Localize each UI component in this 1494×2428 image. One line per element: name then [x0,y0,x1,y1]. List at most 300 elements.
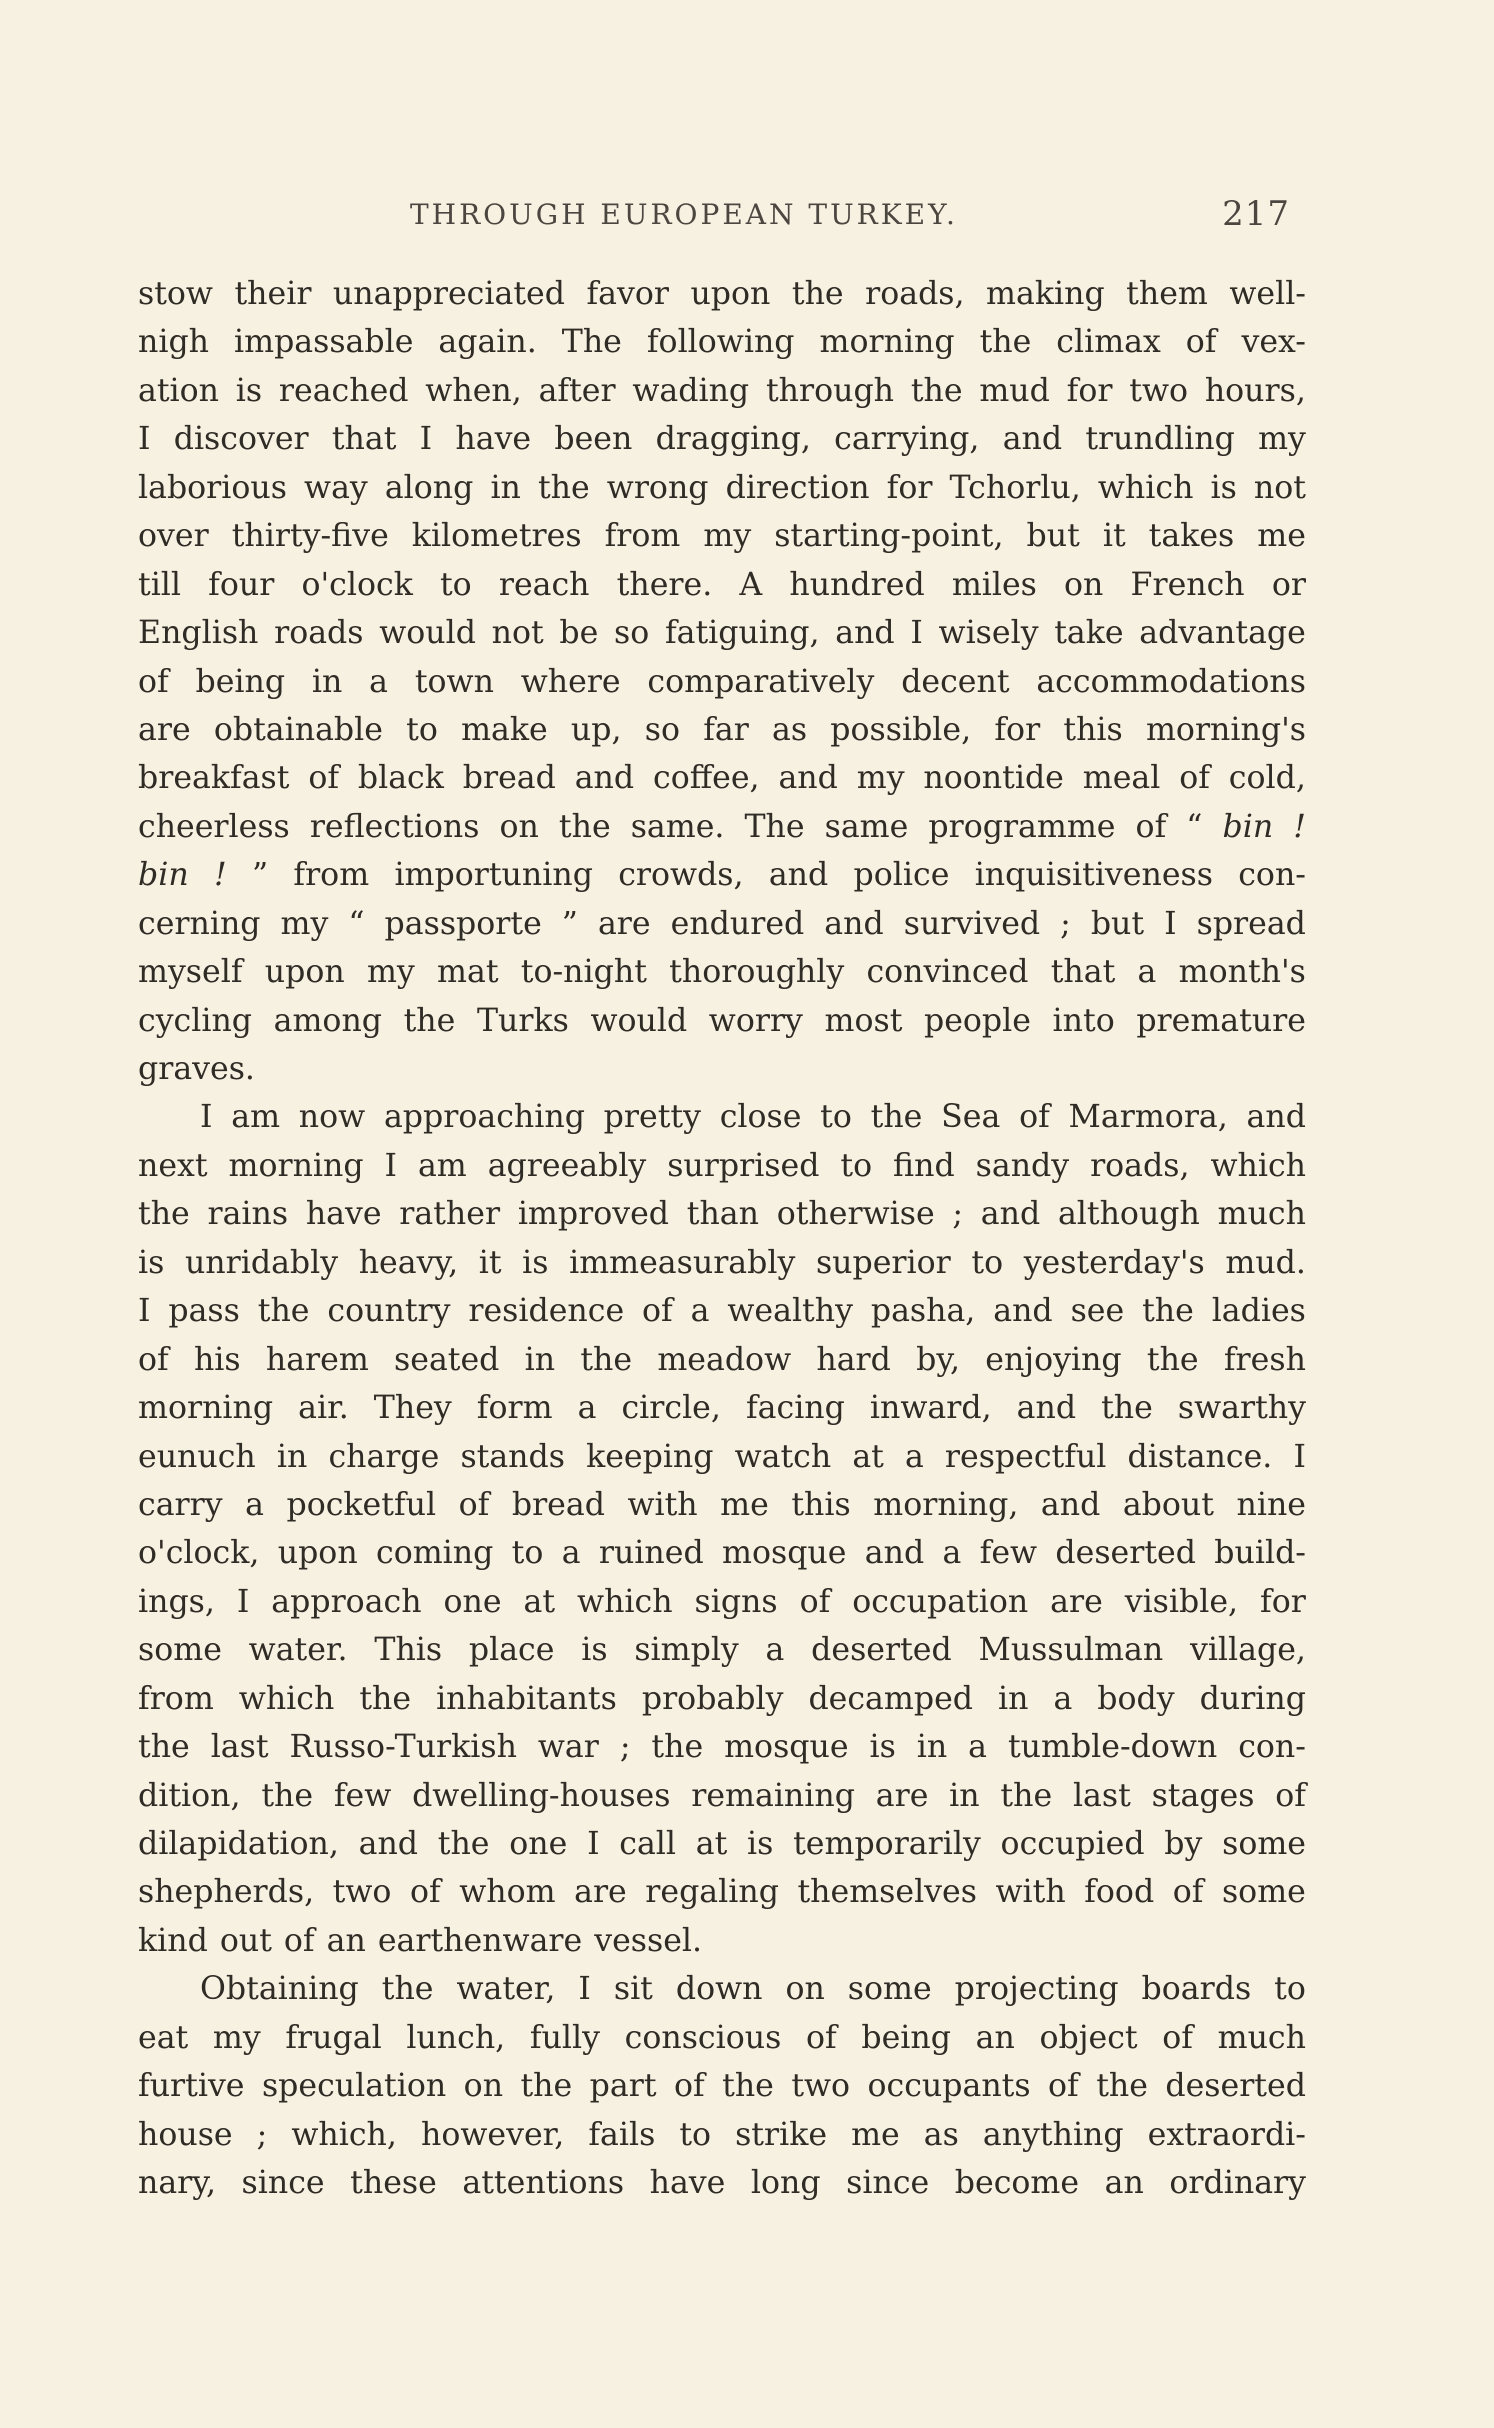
word: extraordi- [1147,2116,1306,2153]
word: ” [561,905,578,942]
word: till [138,566,182,603]
word: and [835,615,895,652]
word: their [234,276,312,312]
word: eat [138,2019,189,2056]
word: that [331,421,397,458]
word: enjoying [985,1341,1122,1378]
word: discover [173,421,309,458]
word: by, [916,1341,961,1378]
word: but [1090,905,1145,942]
word: Russo-Turkish [289,1729,517,1766]
word: the [359,1680,412,1717]
word: which [577,1583,673,1620]
word: me [720,1486,769,1523]
word: I [236,1583,250,1620]
word: to-night [520,954,647,991]
text-line [138,2159,1306,2207]
word: country [327,1293,451,1330]
word: ! [213,857,227,894]
text-line [138,1384,1306,1432]
word: kilometres [411,518,582,555]
text-line [138,415,1306,463]
word: I [910,615,923,652]
word: where [520,663,621,700]
word: way [304,469,368,506]
word: police [853,857,950,894]
word: house [138,2116,233,2153]
word: cerning [138,905,261,942]
word: these [350,2165,437,2202]
word: about [1122,1486,1214,1523]
text-line [138,1723,1306,1771]
word: much [1217,1196,1306,1233]
word: climax [1056,324,1161,361]
word: hundred [789,566,925,603]
word: as [772,711,808,748]
text-line [138,658,1306,706]
word: the [558,808,611,845]
word: frugal [285,2019,382,2056]
word: have [649,2165,726,2202]
word: so [614,615,650,652]
word: in [916,1729,948,1766]
word: to [1274,1971,1306,2008]
word: is [522,1244,549,1281]
word: a [369,663,389,700]
word: this [791,1486,851,1523]
word: since [241,2165,325,2202]
text-line [138,1287,1306,1335]
word: in [524,1341,556,1378]
word: fatiguing, [664,615,820,652]
word: anything [982,2116,1124,2153]
word: pass [168,1293,240,1330]
word: heavy, [358,1244,459,1281]
word: the [580,1341,633,1378]
text-line [138,948,1306,996]
word: are [875,1777,929,1814]
word: attentions [462,2165,625,2202]
word: starting-point, [774,518,1004,555]
word: is [138,1244,165,1281]
word: approaching [383,1099,585,1136]
word: and [574,760,635,797]
word: bread [511,1486,605,1523]
running-title: THROUGH EUROPEAN TURKEY. [410,198,958,231]
word: two [791,2068,851,2105]
word: making [986,276,1105,312]
word: They [373,1390,452,1427]
word: when, [425,372,522,409]
word: body [1097,1680,1175,1717]
word: and [1016,1390,1077,1427]
word: ation [138,372,220,409]
word: of [1162,2019,1193,2056]
word: on [463,2068,504,2105]
word: object [1039,2019,1138,2056]
word: from [293,857,370,894]
word: occupied [1000,1826,1145,1862]
word: comparatively [647,663,875,700]
word: conscious [624,2019,782,2056]
page-number: 217 [1222,194,1290,234]
word: and [1040,1486,1101,1523]
word: obtainable [213,711,383,748]
word: food [1084,1874,1155,1911]
text-line [138,900,1306,948]
word: takes [1148,518,1235,555]
word: and [993,1293,1053,1330]
word: same [824,808,909,845]
word: of [1275,1777,1306,1814]
word: wading [632,372,750,409]
word: the [910,372,963,409]
word: carrying, [834,421,980,458]
word: call [619,1826,677,1862]
word: of [1172,1874,1204,1911]
word: being [861,2019,951,2056]
word: the [1101,1390,1153,1427]
word: probably [641,1680,784,1717]
word: at [523,1583,556,1620]
word: next [138,1147,208,1184]
word: so [644,711,680,748]
word: nine [1236,1486,1306,1523]
word: vex- [1241,324,1306,361]
word: four [208,566,275,603]
word: some [138,1632,222,1669]
word: from [604,518,681,555]
word: are [597,905,651,942]
word: place [468,1632,555,1669]
word: would [379,615,476,652]
word: of [458,1486,490,1523]
word: wrong [606,469,709,506]
text-line [138,1868,1306,1916]
word: me [1257,518,1306,555]
running-head [410,194,1290,242]
text-line [138,2062,1306,2110]
word: visible, [1124,1583,1239,1620]
word: roads, [1090,1147,1190,1184]
word: occupants [867,2068,1031,2105]
word: morning, [873,1486,1019,1523]
word: see [1070,1293,1125,1330]
word: furtive [138,2068,245,2105]
word: morning [228,1147,364,1184]
word: in [949,1777,980,1814]
word: pocketful [286,1486,437,1523]
word: some [847,1971,932,2008]
word: dragging, [655,421,811,458]
word: my [212,2019,261,2056]
word: I [419,421,433,458]
word: nary, [138,2165,216,2202]
word: favor [586,276,669,312]
word: direction [725,469,870,506]
text-line [138,851,1306,899]
word: water, [456,1971,556,2008]
word: surprised [667,1147,820,1184]
word: air. [298,1390,349,1427]
word: of [283,1922,315,1959]
word: last [210,1729,269,1766]
word: morning's [1145,711,1306,748]
word: graves. [138,1051,255,1087]
word: Mussulman [978,1632,1164,1669]
word: than [686,1196,759,1233]
word: mosque [722,1535,847,1572]
text-line [138,318,1306,366]
word: con- [1238,857,1306,894]
word: The [561,324,622,361]
word: is [747,1826,774,1862]
word: the [791,276,844,312]
word: the [138,1196,190,1233]
word: now [298,1099,366,1136]
word: in [490,469,521,506]
word: with [995,1874,1066,1911]
word: a [561,1535,581,1572]
word: for [1066,372,1113,409]
word: convinced [866,954,1029,991]
text-line [138,1093,1306,1141]
word: signs [694,1583,778,1620]
word: I [587,1826,600,1862]
word: kind [138,1922,208,1959]
word: mud [979,372,1050,409]
text-line [138,1626,1306,1674]
text-line [138,803,1306,851]
word: inward, [869,1390,992,1427]
word: the [651,1729,704,1766]
word: boards [1141,1971,1252,2008]
word: to [971,1244,1004,1281]
word: a [765,1632,785,1669]
word: hard [816,1341,891,1378]
word: remaining [691,1777,855,1814]
word: Tchorlu, [949,469,1081,506]
word: a [1137,954,1157,991]
word: earthenware [377,1922,583,1959]
word: deserted [1055,1535,1196,1572]
word: ” [251,857,269,894]
word: swarthy [1177,1390,1306,1427]
text-line [138,270,1306,318]
word: morning [138,1390,274,1427]
word: improved [517,1196,670,1233]
word: regaling [645,1874,779,1911]
word: stands [460,1438,565,1475]
word: I [384,1147,398,1184]
word: his [193,1341,241,1378]
word: o'clock [301,566,413,603]
word: which [1210,1147,1306,1184]
word: them [1126,276,1208,312]
word: decamped [808,1680,973,1717]
text-line [138,367,1306,415]
word: bin [1222,808,1274,845]
word: Turks [476,1002,569,1039]
word: to [679,2116,712,2153]
word: war [537,1729,599,1766]
word: long [750,2165,821,2202]
word: endured [670,905,805,942]
word: at [852,1438,884,1475]
word: thoroughly [669,954,845,991]
word: is [1210,469,1237,506]
word: have [305,1196,382,1233]
word: fully [529,2019,600,2056]
word: deserted [1165,2068,1306,2105]
word: deserted [811,1632,952,1669]
word: been [554,421,633,458]
word: again. [438,324,537,361]
word: breakfast [138,760,290,797]
word: carry [138,1486,223,1523]
word: the [722,2068,774,2105]
word: close [719,1099,802,1136]
word: the [1146,1341,1199,1378]
word: the [979,324,1032,361]
text-line [138,609,1306,657]
word: by [1164,1826,1203,1862]
word: village, [1189,1632,1306,1669]
word: The [744,808,805,845]
word: over [138,518,209,555]
word: some [1222,1826,1306,1862]
word: I [138,421,151,458]
word: approach [271,1583,422,1620]
word: a [942,1535,962,1572]
word: impassable [234,324,414,361]
word: simply [634,1632,739,1669]
word: of [673,2068,705,2105]
word: immeasurably [569,1244,796,1281]
word: and [778,760,838,797]
word: are [138,711,191,748]
word: wealthy [727,1293,853,1330]
word: trundling [1085,421,1235,458]
text-line [138,1433,1306,1481]
word: and [768,857,829,894]
word: reached [278,372,409,409]
word: of [138,663,169,700]
word: is [581,1632,608,1669]
word: up, [570,711,622,748]
word: cold, [1228,760,1306,797]
word: form [476,1390,553,1427]
word: pasha, [870,1293,976,1330]
word: upon [690,276,771,312]
word: last [1072,1777,1131,1814]
word: month's [1178,954,1306,991]
word: cheerless [138,808,290,845]
text-line [138,464,1306,512]
word: distance. [1127,1438,1273,1475]
word: unappreciated [332,276,565,312]
word: two [1129,372,1189,409]
word: con- [1238,1729,1306,1766]
text-line [138,1578,1306,1626]
word: advantage [1139,615,1306,652]
word: superior [815,1244,951,1281]
word: rains [207,1196,289,1233]
word: out [219,1922,272,1959]
word: mosque [724,1729,849,1766]
word: cycling [138,1002,253,1039]
word: make [461,711,548,748]
word: of [409,1874,441,1911]
body-text [138,270,1306,2208]
word: find [893,1147,955,1184]
word: o'clock, [138,1535,260,1572]
word: and [824,905,884,942]
word: ; [619,1729,631,1766]
text-line [138,1190,1306,1238]
word: among [273,1002,383,1039]
word: English [138,615,259,652]
word: noontide [923,760,1064,797]
word: reflections [309,808,480,845]
word: coming [376,1535,494,1572]
word: that [1050,954,1116,991]
word: “ [348,905,365,942]
word: sit [613,1971,653,2008]
word: occupation [852,1583,1029,1620]
word: of [1048,2068,1079,2105]
word: pretty [603,1099,701,1136]
word: as [923,2116,959,2153]
word: black [357,760,444,797]
word: ; [1060,905,1071,942]
word: otherwise [776,1196,935,1233]
word: of [1179,760,1210,797]
word: reach [498,566,590,603]
word: residence [468,1293,625,1330]
word: roads, [865,276,965,312]
word: town [414,663,494,700]
text-line [138,1045,1306,1093]
word: respectful [944,1438,1107,1475]
word: which, [291,2116,397,2153]
word: few [333,1777,392,1814]
word: in [276,1438,308,1475]
text-line [138,1917,1306,1965]
word: a [968,1729,987,1766]
word: bin [138,857,189,894]
word: facing [745,1390,845,1427]
word: much [1217,2019,1306,2056]
word: of [805,2019,837,2056]
word: water. [248,1632,348,1669]
word: laborious [138,469,287,506]
word: since [846,2165,930,2202]
text-line [138,1336,1306,1384]
word: a [245,1486,264,1523]
word: the [261,1777,314,1814]
word: to [406,711,438,748]
word: coffee, [653,760,760,797]
word: of [642,1293,673,1330]
word: importuning [394,857,593,894]
text-line [138,2014,1306,2062]
word: well- [1229,276,1306,312]
text-line [138,1772,1306,1820]
word: and [1002,421,1063,458]
word: keeping [586,1438,714,1475]
word: A [739,566,763,603]
